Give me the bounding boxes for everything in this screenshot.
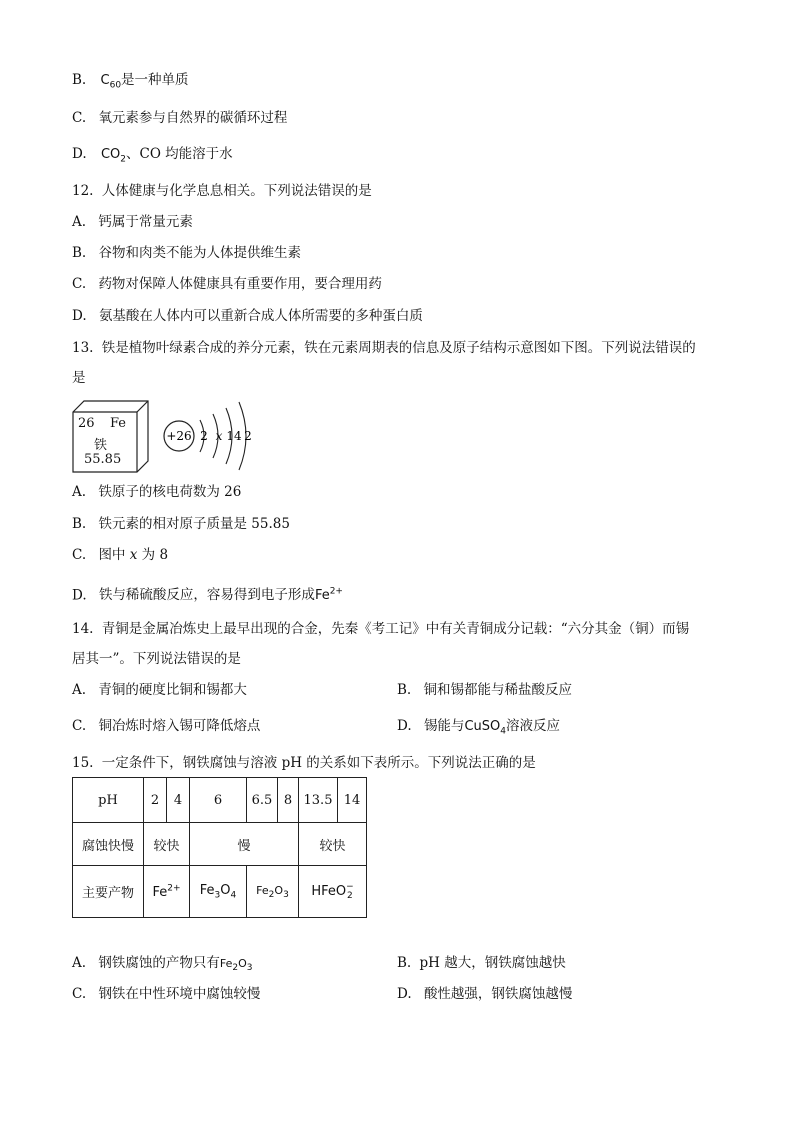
option-letter: C. [72,986,87,1002]
q11-option-b [72,70,189,96]
corrosion-ph-table [72,777,367,918]
option-letter: B. [72,72,87,88]
product-formula [199,882,237,901]
question-stem: 铁是植物叶绿素合成的养分元素，铁在元素周期表的信息及原子结构示意图如下图。下列说法错误的 [101,340,696,356]
speed-cell: 慢 [190,823,299,866]
q15-option-b [397,953,566,973]
atomic-structure-diagram [162,398,262,474]
option-letter: C. [72,276,87,292]
ph-cell: 4 [167,778,190,823]
product-formula [256,883,289,901]
product-cell [299,866,367,918]
formula-sub: 3 [283,890,289,901]
formula-sub: 2 [232,963,239,974]
option-text: pH 越大，钢铁腐蚀越快 [419,955,566,971]
q14-option-c [72,716,260,736]
option-text: 钢铁在中性环境中腐蚀较慢 [98,986,261,1002]
option-text: 谷物和肉类不能为人体提供维生素 [98,245,302,261]
element-name: 铁 [94,438,108,453]
q12-option-b [72,243,301,263]
option-text: 钙属于常量元素 [98,214,193,230]
question-number: 15. [72,755,94,771]
atomic-number: 26 [78,416,95,431]
product-formula [311,881,354,901]
option-letter: D. [397,718,412,734]
option-letter: A. [72,484,87,500]
option-text: 酸性越强，钢铁腐蚀越慢 [423,986,573,1002]
q14-option-b [397,680,572,700]
option-text-end: 溶液反应 [505,718,560,734]
option-letter: B. [72,516,87,532]
formula-sub: 60 [109,80,122,91]
question-number: 14. [72,621,94,637]
table-row-speed [73,823,367,866]
q13-option-d [72,582,343,606]
formula-base: Fe [256,883,269,897]
option-text-end: 为 8 [137,547,169,563]
option-text: 氨基酸在人体内可以重新合成人体所需要的多种蛋白质 [98,308,423,324]
option-text: 锡能与 [423,718,465,734]
formula-base: HFeO [311,884,347,899]
formula-sub: 4 [230,890,237,901]
ph-cell: 6 [190,778,247,823]
option-text: 铜冶炼时熔入锡可降低熔点 [98,718,261,734]
atom-svg [162,398,262,474]
fe2-ion [315,588,343,603]
option-text: 铜和锡都能与稀盐酸反应 [423,682,573,698]
q13-option-c [72,545,168,565]
formula-base: Fe [152,884,168,900]
formula-sub: 2 [347,890,353,901]
option-letter: C. [72,547,87,563]
option-letter: C. [72,718,87,734]
formula-base: O [274,883,284,897]
q14-option-d [397,716,560,742]
ph-cell: 6.5 [247,778,278,823]
formula-base: O [220,882,231,898]
question-stem: 是 [72,370,86,386]
product-cell [247,866,299,918]
question-stem: 一定条件下，钢铁腐蚀与溶液 pH 的关系如下表所示。下列说法正确的是 [101,755,536,771]
formula-base: CuSO [464,719,501,734]
option-letter: D. [72,587,87,604]
q13-option-b [72,514,290,534]
option-letter: A. [72,682,87,698]
fe2o3-formula [219,957,253,974]
option-text: 铁原子的核电荷数为 26 [98,484,242,500]
option-letter: B. [72,245,87,261]
q13-stem [72,338,696,358]
q14-stem-cont [72,649,241,669]
formula-sub: 4 [500,726,506,737]
nucleus-charge: +26 [166,429,192,443]
question-number: 13. [72,340,94,356]
speed-cell: 较快 [144,823,190,866]
question-stem: 青铜是金属冶炼史上最早出现的合金，先秦《考工记》中有关青铜成分记载：“六分其金（铜）而锡 [101,621,690,637]
formula-sub: 3 [214,890,221,901]
shell-electrons-1: 2 [200,429,208,443]
periodic-table-cell [72,400,148,472]
formula-sub: 2 [268,890,275,901]
option-letter: C. [72,110,87,126]
formula-sup: − [346,881,354,892]
formula-base: Fe [199,882,215,898]
formula-sub: 3 [246,963,253,974]
q15-stem [72,753,536,773]
q11-option-c [72,108,287,128]
q15-option-d [397,984,572,1004]
option-text: 钢铁腐蚀的产物只有 [98,955,220,971]
element-symbol: Fe [110,416,127,431]
q14-stem [72,619,689,639]
cuso4-formula [464,719,506,737]
formula-base: Fe [219,957,233,970]
q13-stem-cont [72,368,86,388]
row-header: 腐蚀快慢 [73,823,144,866]
co2-formula [100,147,126,165]
ph-cell: 8 [278,778,299,823]
option-text: 图中 [98,547,130,563]
option-text: 氧元素参与自然界的碳循环过程 [98,110,288,126]
option-letter: A. [72,214,87,230]
q11-option-d [72,144,233,170]
q13-option-a [72,482,241,502]
option-text: 药物对保障人体健康具有重要作用，要合理用药 [98,276,382,292]
formula-base: C [100,73,110,88]
product-formula [152,885,180,900]
shell-electrons-2: x [215,429,223,443]
q12-option-c [72,274,382,294]
option-letter: D. [72,308,87,324]
q12-option-a [72,212,193,232]
atomic-mass: 55.85 [84,452,122,467]
question-stem: 居其一”。下列说法错误的是 [72,651,241,667]
ion-base: Fe [314,588,330,604]
q12-stem [72,181,372,201]
option-text: 、CO 均能溶于水 [125,146,233,162]
variable-x: x [129,547,138,563]
formula-base: CO [100,147,121,162]
product-cell [144,866,190,918]
formula-script-stack [346,883,354,901]
option-text: 铁元素的相对原子质量是 55.85 [98,516,290,532]
row-header: pH [73,778,144,823]
q14-option-a [72,680,247,700]
table-row-ph [73,778,367,823]
question-number: 12. [72,183,94,199]
q15-option-c [72,984,260,1004]
option-text: 是一种单质 [121,72,189,88]
formula-sup: 2+ [167,883,181,894]
option-text: 铁与稀硫酸反应，容易得到电子形成 [98,587,315,604]
option-text: 青铜的硬度比铜和锡都大 [98,682,247,698]
question-stem: 人体健康与化学息息相关。下列说法错误的是 [101,183,372,199]
table-row-product [73,866,367,918]
formula-sub: 2 [120,154,126,165]
shell-electrons-4: 2 [244,429,252,443]
product-cell [190,866,247,918]
row-header: 主要产物 [73,866,144,918]
ion-charge: 2+ [329,587,343,597]
formula-base: O [238,957,247,970]
q15-option-a [72,953,252,978]
option-letter: A. [72,955,87,971]
speed-cell: 较快 [299,823,367,866]
option-letter: B. [397,682,412,698]
q12-option-d [72,306,423,326]
option-letter: D. [397,986,412,1002]
option-letter: D. [72,146,87,162]
c60-formula [100,73,122,91]
ph-cell: 13.5 [299,778,338,823]
option-letter: B. [397,955,412,971]
ph-cell: 2 [144,778,167,823]
shell-electrons-3: 14 [226,429,242,443]
ph-cell: 14 [338,778,367,823]
